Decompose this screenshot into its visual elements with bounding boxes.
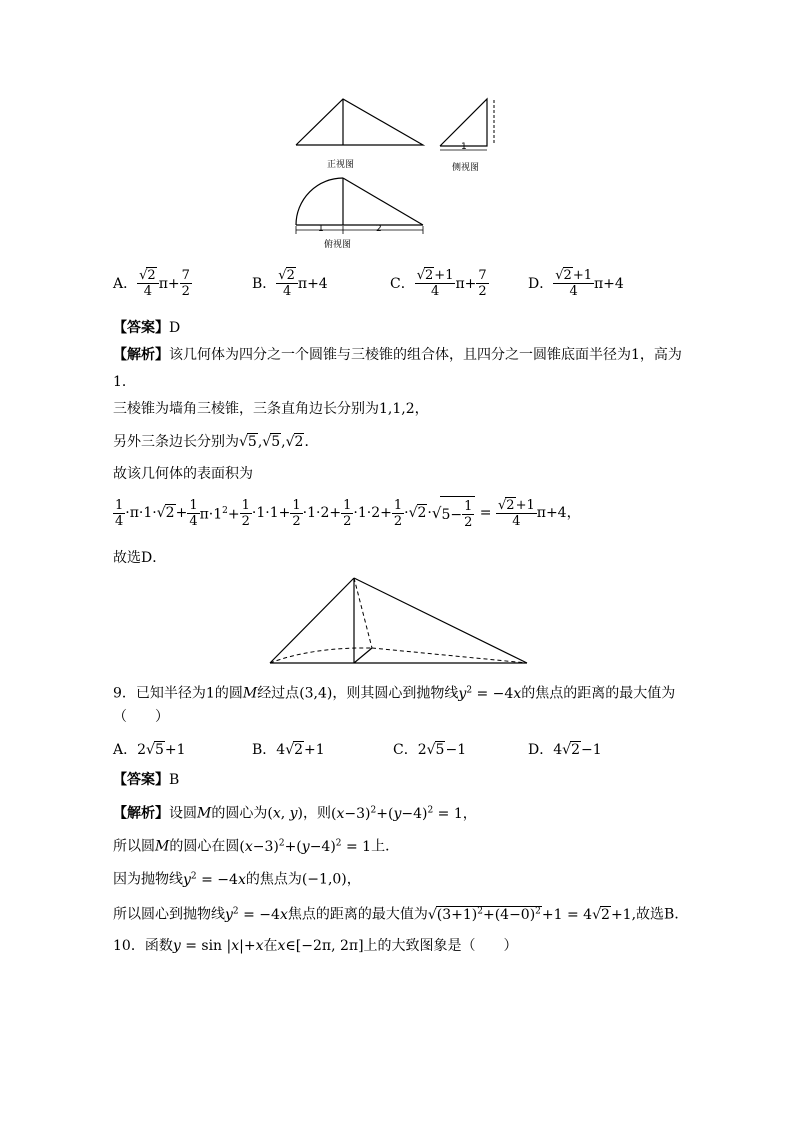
- q8-analysis-line4: 故该几何体的表面积为: [113, 466, 253, 482]
- top-view-len1-label: 1: [318, 224, 324, 234]
- q9-stem: 9．已知半径为1的圆M经过点(3,4)，则其圆心到抛物线$y^2 = -4x$的焦点的距离的最大值为: [113, 685, 676, 702]
- top-view-len2-label: 2: [376, 224, 382, 234]
- front-view-label: 正视图: [327, 160, 355, 170]
- q8-option-b: B． $\frac{√2}{4}$ π+4: [252, 268, 328, 299]
- q8-option-a: A． $\frac{√2}{4}$ π+ $\frac{7}{2}$: [113, 268, 190, 299]
- q8-answer: 【答案】D: [113, 320, 181, 336]
- q9-option-d: D．4√2−1: [528, 742, 602, 758]
- side-view-width-label: 1: [461, 142, 467, 152]
- q9-analysis-line2: 所以圆M的圆心在圆$(x-3)^2+(y-4)^2 = 1$上．: [113, 838, 400, 855]
- q9-option-c: C．2√5−1: [393, 742, 467, 758]
- three-view-figure: [290, 92, 500, 262]
- q9-option-a: A．2√5+1: [113, 742, 186, 758]
- solid-figure: [262, 572, 534, 670]
- top-view-label: 俯视图: [324, 240, 352, 250]
- top-view-drawing: [296, 178, 423, 234]
- q9-paren: （ ）: [113, 709, 169, 725]
- q9-analysis-line1: 【解析】设圆M的圆心为(x, y)，则$(x-3)^2+(y-4)^2 = 1$，: [113, 805, 477, 822]
- q9-option-b: B．4√2+1: [252, 742, 325, 758]
- q8-option-d: D． $\frac{√2+1}{4}$ π+4: [528, 268, 624, 299]
- q8-surface-area-formula: $\frac{1}{4}$ ·π·1·√2+ $\frac{1}{4}$ $\pi\cdot 1^2+$ $\frac{1}{2}$ ·1·1+ $\frac{1}{2}$ ·1·2+ $\frac{1}{2}$ ·1·2+ $\frac{1}{2}$ ·√2· √ 5− $\frac{1}{2}$ = $\frac{√2+1}{4}$ π+4，: [115, 497, 581, 530]
- q10-stem: 10．函数y = sin |x|+x在x∈[−2π, 2π]上的大致图象是（ ）: [113, 938, 518, 954]
- front-view-drawing: [296, 99, 423, 145]
- q8-analysis-line1: 【解析】该几何体为四分之一个圆锥与三棱锥的组合体，且四分之一圆锥底面半径为1，高为: [113, 347, 682, 363]
- q9-analysis-line4: 所以圆心到抛物线$y^2 = -4x$焦点的距离的最大值为$√(3+1)^2+(4-0)^2+1 = 4√2+1$,故选B．: [113, 906, 689, 923]
- q8-option-c: C． $\frac{√2+1}{4}$ π+ $\frac{7}{2}$: [390, 268, 487, 299]
- side-view-label: 侧视图: [452, 163, 480, 173]
- q8-analysis-line2: 三棱锥为墙角三棱锥，三条直角边长分别为1,1,2，: [113, 401, 429, 417]
- q8-analysis-line3: 另外三条边长分别为√5,√5,√2．: [113, 434, 319, 450]
- q9-analysis-line3: 因为抛物线$y^2 = -4x$的焦点为(−1,0)，: [113, 871, 361, 888]
- q9-answer: 【答案】B: [113, 772, 180, 788]
- q8-analysis-conclusion: 故选D．: [113, 550, 167, 566]
- side-view-drawing: [440, 99, 494, 150]
- q8-analysis-line1b: 1．: [113, 374, 136, 390]
